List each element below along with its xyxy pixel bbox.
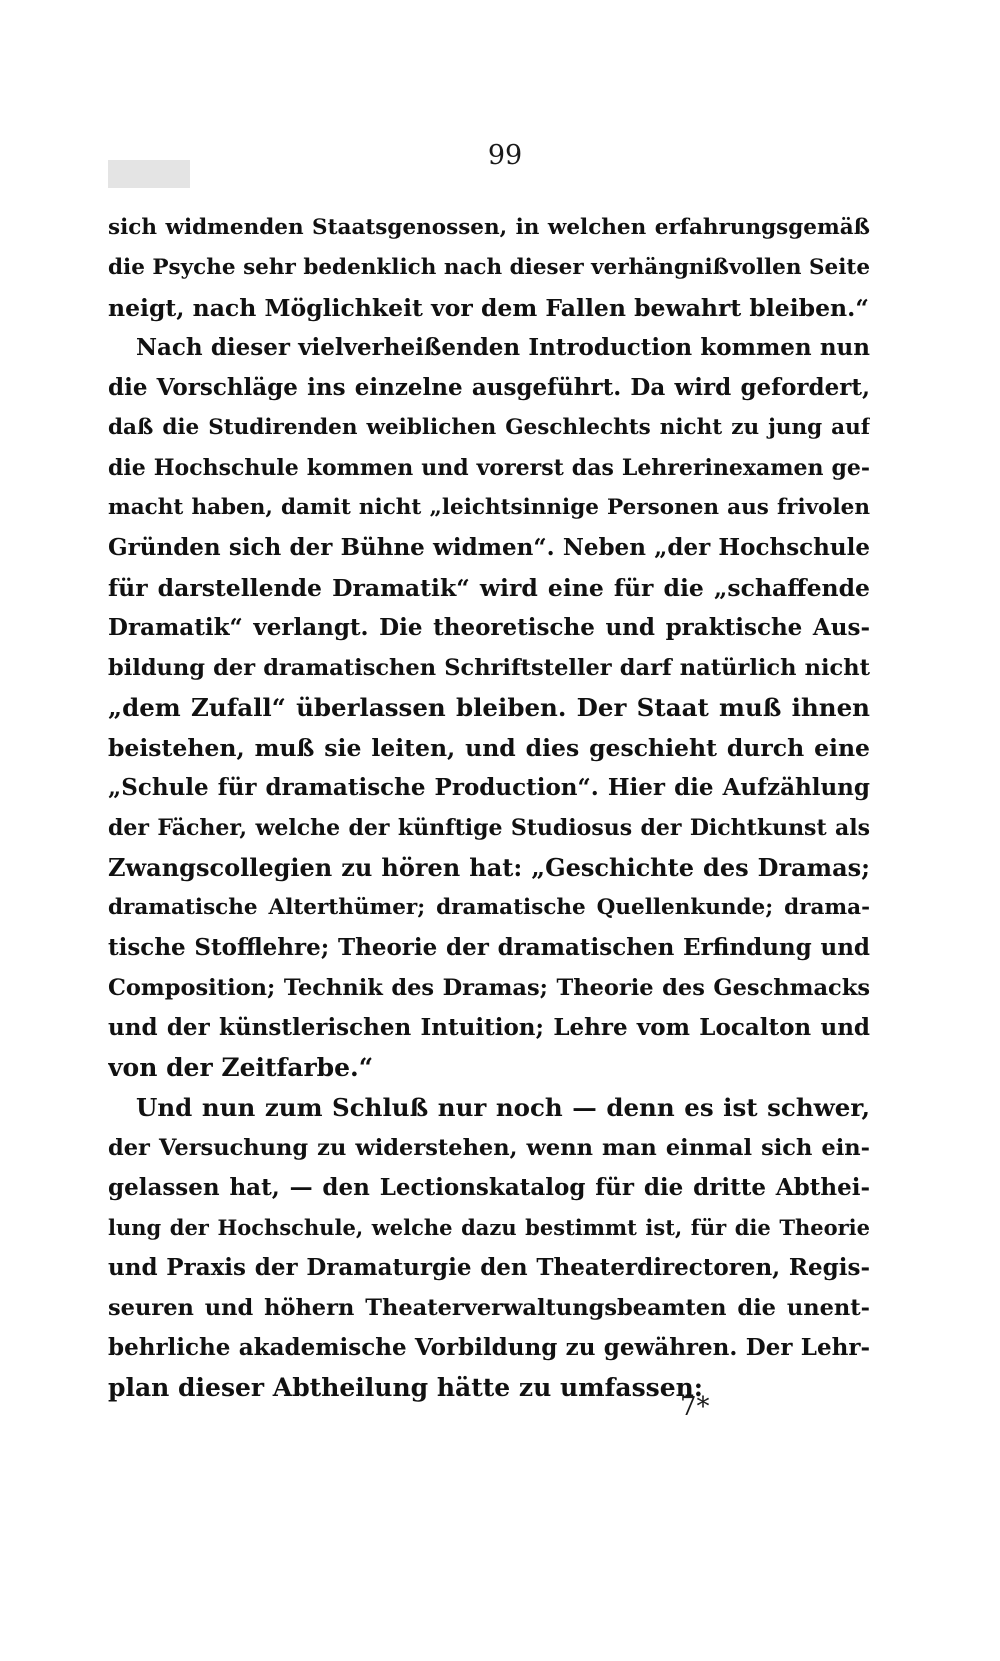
page-number: 99: [487, 140, 523, 171]
text-line: tische Stofflehre; Theorie der dramatischen Erfindung und: [108, 934, 870, 961]
text-line: Gründen sich der Bühne widmen“. Neben „der Hochschule: [108, 534, 870, 561]
text-line: für darstellende Dramatik“ wird eine für die „schaffende: [108, 574, 870, 602]
body-text: [108, 208, 870, 1408]
text-line: lung der Hochschule, welche dazu bestimmt ist, für die Theorie: [108, 1215, 870, 1240]
text-line: Composition; Technik des Dramas; Theorie des Geschmacks: [108, 975, 870, 1001]
text-line: und Praxis der Dramaturgie den Theaterdirectoren, Regis-: [108, 1254, 870, 1281]
text-line: „Schule für dramatische Production“. Hier die Aufzählung: [108, 774, 870, 801]
text-line: gelassen hat, — den Lectionskatalog für die dritte Abthei-: [108, 1174, 870, 1201]
text-line: Und nun zum Schluß nur noch — denn es ist schwer,: [136, 1093, 870, 1122]
text-line: die Psyche sehr bedenklich nach dieser verhängnißvollen Seite: [108, 255, 870, 280]
text-line: der Versuchung zu widerstehen, wenn man einmal sich ein-: [108, 1135, 870, 1161]
text-line: macht haben, damit nicht „leichtsinnige Personen aus frivolen: [108, 495, 870, 520]
text-line: behrliche akademische Vorbildung zu gewähren. Der Lehr-: [108, 1334, 870, 1361]
signature-mark: 7*: [680, 1392, 710, 1422]
text-line: Nach dieser vielverheißenden Introduction kommen nun: [136, 334, 870, 361]
text-line: Zwangscollegien zu hören hat: „Geschichte des Dramas;: [108, 853, 870, 882]
text-line: und der künstlerischen Intuition; Lehre vom Localton und: [108, 1014, 870, 1041]
text-line: plan dieser Abtheilung hätte zu umfassen:: [108, 1373, 704, 1402]
text-line: sich widmenden Staatsgenossen, in welchen erfahrungsgemäß: [108, 215, 870, 240]
text-line: „dem Zufall“ überlassen bleiben. Der Staat muß ihnen: [108, 693, 870, 722]
text-line: bildung der dramatischen Schriftsteller darf natürlich nicht: [108, 655, 870, 681]
text-line: dramatische Alterthümer; dramatische Quellenkunde; drama-: [108, 895, 870, 920]
text-line: die Hochschule kommen und vorerst das Lehrerinexamen ge-: [108, 455, 870, 481]
text-line: die Vorschläge ins einzelne ausgeführt. Da wird gefordert,: [108, 374, 870, 401]
text-line: daß die Studirenden weiblichen Geschlechts nicht zu jung auf: [108, 415, 870, 440]
text-line: beistehen, muß sie leiten, und dies geschieht durch eine: [108, 734, 870, 762]
text-line: von der Zeitfarbe.“: [108, 1053, 374, 1082]
text-line: Dramatik“ verlangt. Die theoretische und praktische Aus-: [108, 614, 870, 641]
text-line: neigt, nach Möglichkeit vor dem Fallen bewahrt bleiben.“: [108, 294, 869, 322]
text-line: seuren und höhern Theaterverwaltungsbeamten die unent-: [108, 1295, 870, 1321]
text-line: der Fächer, welche der künftige Studiosus der Dichtkunst als: [108, 815, 870, 841]
